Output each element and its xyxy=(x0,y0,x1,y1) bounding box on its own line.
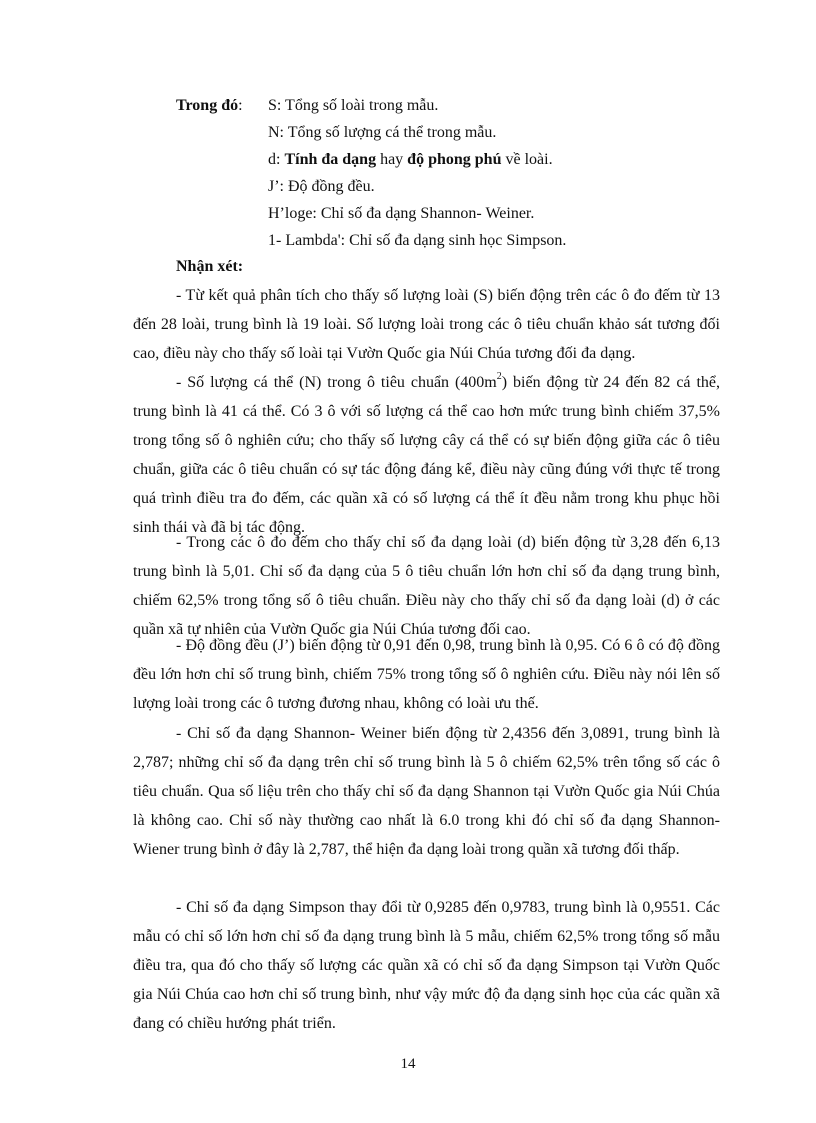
paragraph-individual-count: - Số lượng cá thể (N) trong ô tiêu chuẩn $(400m^2)$ biến động từ 24 đến 82 cá thể, trung bình là 41 cá thể. Có 3 ô với số lượng cá thể cao hơn mức trung bình chiếm 37,5% trong tổng số ô nghiên cứu; cho thấy số lượng cây cá thể có sự biến động giữa các ô tiêu chuẩn, giữa các ô tiêu chuẩn có sự tác động đáng kể, điều này cũng đúng với thực tế trong quá trình điều tra đo đếm, các quần xã có số lượng cá thể ít đều nằm trong khu phục hồi sinh thái và đã bị tác động. xyxy=(133,371,721,536)
legend-item-lambda: 1- Lambda': Chỉ số đa dạng sinh học Simpson. xyxy=(268,232,567,249)
page-number: 14 xyxy=(400,1056,416,1072)
legend-row-j xyxy=(176,173,656,200)
legend-row-lambda xyxy=(176,227,656,254)
remarks-heading: Nhận xét: xyxy=(176,258,244,275)
paragraph-diversity-index: - Trong các ô đo đếm cho thấy chỉ số đa dạng loài (d) biến động từ 3,28 đến 6,13 trung bình là 5,01. Chỉ số đa dạng của 5 ô tiêu chuẩn lớn hơn chỉ số đa dạng trung bình, chiếm 62,5% trong tổng số ô tiêu chuẩn. Điều này cho thấy chỉ số đa dạng loài (d) ở các quần xã tự nhiên của Vườn Quốc gia Núi Chúa tương đối cao. xyxy=(133,534,720,638)
legend-row-n xyxy=(176,119,656,146)
paragraph-simpson: - Chỉ số đa dạng Simpson thay đổi từ 0,9285 đến 0,9783, trung bình là 0,9551. Các mẫu có chỉ số lớn hơn chỉ số đa dạng trung bình là 5 mẫu, chiếm 62,5% trong tổng số mẫu điều tra, qua đó cho thấy số lượng các quần xã có chỉ số đa dạng Simpson tại Vườn Quốc gia Núi Chúa cao hơn chỉ số trung bình, như vậy mức độ đa dạng sinh học của các quần xã đang có chiều hướng phát triển. xyxy=(133,899,720,1032)
paragraph-evenness: - Độ đồng đều (J’) biến động từ 0,91 đến 0,98, trung bình là 0,95. Có 6 ô có độ đồng đều lớn hơn chỉ số trung bình, chiếm 75% trong tổng số ô nghiên cứu. Điều này nói lên số lượng loài trong các ô tương đương nhau, không có loài ưu thế. xyxy=(133,637,720,712)
symbol-legend xyxy=(176,92,656,254)
legend-label: Trong đó: xyxy=(176,97,243,114)
legend-row-d xyxy=(176,146,656,173)
legend-item-j: J’: Độ đồng đều. xyxy=(268,178,375,195)
paragraph-species-count: - Từ kết quả phân tích cho thấy số lượng loài (S) biến động trên các ô đo đếm từ 13 đến 28 loài, trung bình là 19 loài. Số lượng loài trong các ô tiêu chuẩn khảo sát tương đối cao, điều này cho thấy số loài tại Vườn Quốc gia Núi Chúa tương đối đa dạng. xyxy=(133,287,720,362)
legend-item-h: H’loge: Chỉ số đa dạng Shannon- Weiner. xyxy=(268,205,535,222)
superscript-2: 2 xyxy=(496,371,502,382)
legend-item-n: N: Tổng số lượng cá thể trong mẫu. xyxy=(268,124,497,141)
paragraph-shannon: - Chỉ số đa dạng Shannon- Weiner biến động từ 2,4356 đến 3,0891, trung bình là 2,787; những chỉ số đa dạng trên chỉ số trung bình là 5 ô chiếm 62,5% trên tổng số các ô tiêu chuẩn. Qua số liệu trên cho thấy chỉ số đa dạng Shannon tại Vườn Quốc gia Núi Chúa là không cao. Chỉ số này thường cao nhất là 6.0 trong khi đó chỉ số đa dạng Shannon- Wiener trung bình ở đây là 2,787, thể hiện đa dạng loài trong quần xã tương đối thấp. xyxy=(133,725,720,858)
legend-item-s: S: Tổng số loài trong mẫu. xyxy=(268,97,439,114)
legend-item-d: d: Tính đa dạng hay độ phong phú về loài. xyxy=(268,151,553,168)
legend-row-h xyxy=(176,200,656,227)
legend-row-s xyxy=(176,92,656,119)
